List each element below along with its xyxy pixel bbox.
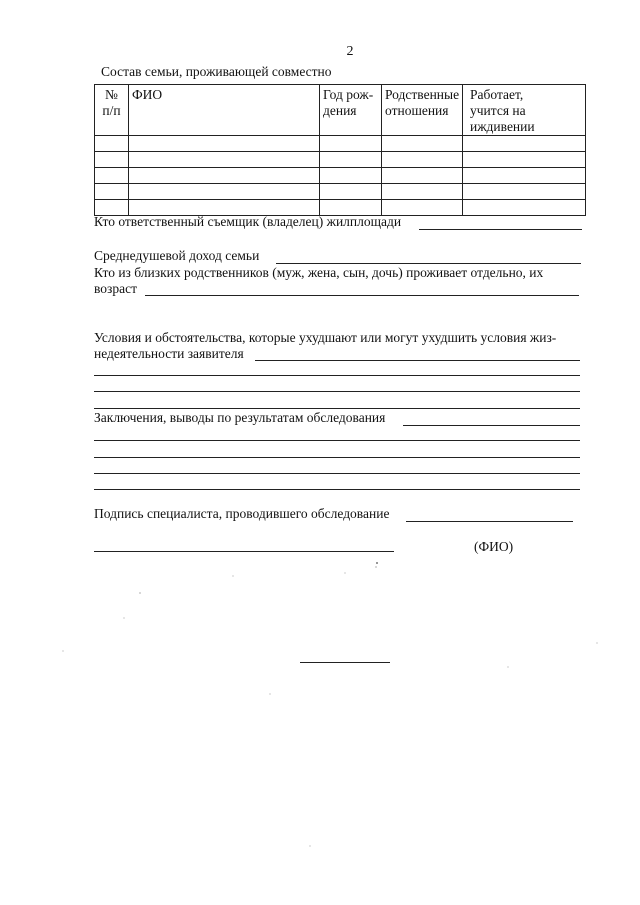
conclusions-line-5[interactable]	[94, 489, 580, 490]
table-cell[interactable]	[95, 136, 129, 152]
table-cell[interactable]	[463, 168, 586, 184]
conditions-line-3[interactable]	[94, 391, 580, 392]
table-cell[interactable]	[382, 168, 463, 184]
table-cell[interactable]	[320, 184, 382, 200]
table-cell[interactable]	[129, 152, 320, 168]
table-row	[95, 184, 586, 200]
header-relationship: Родственные отношения	[382, 85, 463, 136]
table-cell[interactable]	[463, 184, 586, 200]
header-number: № п/п	[95, 85, 129, 136]
table-cell[interactable]	[129, 136, 320, 152]
responsible-tenant-line[interactable]	[419, 229, 582, 230]
header-fio: ФИО	[129, 85, 320, 136]
table-cell[interactable]	[95, 184, 129, 200]
conditions-line-4[interactable]	[94, 408, 580, 409]
conclusions-line-3[interactable]	[94, 457, 580, 458]
conclusions-line-1[interactable]	[403, 425, 580, 426]
table-cell[interactable]	[95, 152, 129, 168]
relatives-label: Кто из близких родственников (муж, жена, сын, дочь) проживает отдельно, их	[94, 265, 544, 280]
table-cell[interactable]	[320, 136, 382, 152]
avg-income-label: Среднедушевой доход семьи	[94, 248, 260, 263]
signature-label: Подпись специалиста, проводившего обследование	[94, 506, 390, 521]
header-birth-year: Год рож- дения	[320, 85, 382, 136]
signature-line[interactable]	[406, 521, 573, 522]
table-cell[interactable]	[95, 168, 129, 184]
table-header-row	[95, 85, 586, 136]
responsible-tenant-label: Кто ответственный съемщик (владелец) жилплощади	[94, 214, 402, 229]
page-number: 2	[346, 44, 354, 59]
table-cell[interactable]	[129, 168, 320, 184]
fio-line[interactable]	[94, 551, 394, 552]
table-row	[95, 136, 586, 152]
conclusions-line-4[interactable]	[94, 473, 580, 474]
conditions-line-1[interactable]	[255, 360, 580, 361]
header-occupation: Работает, учится на иждивении	[463, 85, 586, 136]
conditions-label-cont: недеятельности заявителя	[94, 346, 244, 361]
table-cell[interactable]	[463, 136, 586, 152]
table-cell[interactable]	[320, 152, 382, 168]
avg-income-line[interactable]	[276, 263, 581, 264]
table-cell[interactable]	[382, 184, 463, 200]
conditions-label: Условия и обстоятельства, которые ухудшают или могут ухудшить условия жиз-	[94, 330, 557, 345]
table-cell[interactable]	[463, 200, 586, 216]
table-row	[95, 152, 586, 168]
table-cell[interactable]	[382, 136, 463, 152]
table-row	[95, 168, 586, 184]
table-cell[interactable]	[129, 184, 320, 200]
family-table-caption: Состав семьи, проживающей совместно	[101, 64, 332, 79]
conclusions-line-2[interactable]	[94, 440, 580, 441]
closing-divider	[300, 662, 390, 663]
fio-label: (ФИО)	[474, 539, 514, 554]
family-composition-table	[94, 84, 586, 216]
relatives-line[interactable]	[145, 295, 579, 296]
conclusions-label: Заключения, выводы по результатам обследования	[94, 410, 386, 425]
relatives-label-cont: возраст	[94, 281, 137, 296]
table-cell[interactable]	[463, 152, 586, 168]
conditions-line-2[interactable]	[94, 375, 580, 376]
table-cell[interactable]	[382, 152, 463, 168]
table-cell[interactable]	[320, 168, 382, 184]
